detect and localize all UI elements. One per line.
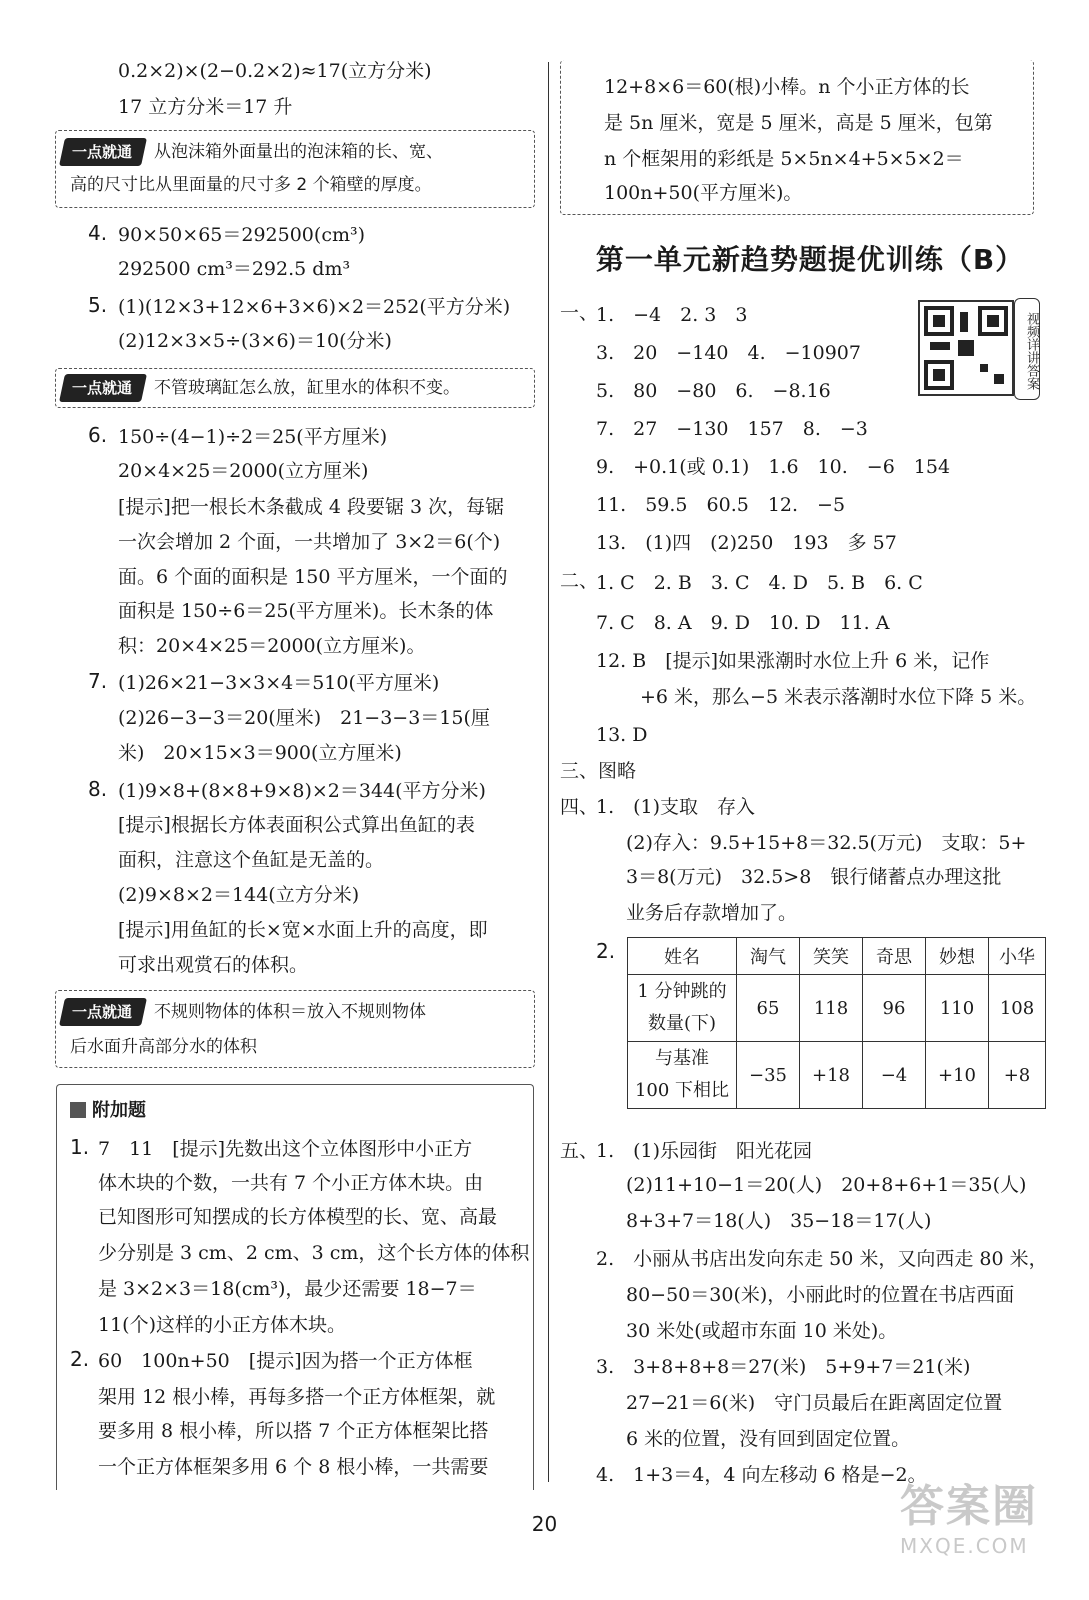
hint-line: 是 5n 厘米，宽是 5 厘米，高是 5 厘米，包第 xyxy=(604,112,993,134)
tip-line: 高的尺寸比从里面量的尺寸多 2 个箱壁的厚度。 xyxy=(70,175,432,195)
answer-line: 292500 cm³＝292.5 dm³ xyxy=(118,258,351,280)
table-cell: 108 xyxy=(989,975,1046,1042)
answer-line: 12. B [提示]如果涨潮时水位上升 6 米，记作 xyxy=(596,650,990,672)
answer-line: (2)9×8×2＝144(立方分米) xyxy=(118,884,360,906)
hint-line: 是 3×2×3＝18(cm³)，最少还需要 18−7＝ xyxy=(98,1278,477,1300)
answer-line: 27−21＝6(米) 守门员最后在距离固定位置 xyxy=(626,1392,1003,1414)
question-number: 5. xyxy=(88,293,108,317)
answer-line: 13. D xyxy=(596,724,648,746)
section-title: 第一单元新趋势题提优训练（B） xyxy=(595,243,1025,276)
question-number: 8. xyxy=(88,777,108,801)
question-number: 2. xyxy=(596,939,616,963)
question-number: 6. xyxy=(88,423,108,447)
hint-line: 可求出观赏石的体积。 xyxy=(118,954,309,976)
table-header: 淘气 xyxy=(737,938,800,975)
answer-line: 1. (1)支取 存入 xyxy=(596,796,756,818)
row-label: 1 分钟跳的 数量(下) xyxy=(628,975,737,1042)
hint-line: 12+8×6＝60(根)小棒。n 个小正方体的长 xyxy=(604,76,970,98)
hint-line: 面。6 个面的面积是 150 平方厘米，一个面的 xyxy=(118,566,508,588)
watermark-logo: 答案圈 MXQE.COM xyxy=(900,1481,1038,1558)
table-header: 小华 xyxy=(989,938,1046,975)
section-label: 二、 xyxy=(560,570,599,592)
hint-line: [提示]用鱼缸的长×宽×水面上升的高度，即 xyxy=(118,919,488,941)
hint-line: n 个框架用的彩纸是 5×5n×4+5×5×2＝ xyxy=(604,148,964,170)
tip-tag: 一点就通 xyxy=(59,998,147,1026)
answer-line: 1. (1)乐园街 阳光花园 xyxy=(596,1140,813,1162)
table-cell: +8 xyxy=(989,1042,1046,1109)
hint-line: 100n+50(平方厘米)。 xyxy=(604,182,803,204)
answer-line: (1)9×8+(8×8+9×8)×2＝344(平方分米) xyxy=(118,780,486,802)
answer-line: 0.2×2)×(2−0.2×2)≈17(立方分米) xyxy=(118,60,432,82)
answer-line: 米) 20×15×3＝900(立方厘米) xyxy=(118,742,402,764)
question-number: 1. xyxy=(70,1135,90,1159)
answer-line: 4. 1+3＝4，4 向左移动 6 格是−2。 xyxy=(596,1464,927,1486)
answer-line: 9. +0.1(或 0.1) 1.6 10. −6 154 xyxy=(596,456,951,478)
table-cell: −4 xyxy=(863,1042,926,1109)
answer-line: (2)26−3−3＝20(厘米) 21−3−3＝15(厘 xyxy=(118,707,490,729)
table-row xyxy=(628,975,1046,1042)
table-header: 妙想 xyxy=(926,938,989,975)
answer-line: 1. −4 2. 3 3 xyxy=(596,304,748,326)
qr-code xyxy=(918,300,1014,396)
score-table xyxy=(627,937,1046,1109)
answer-line: 6 米的位置，没有回到固定位置。 xyxy=(626,1428,911,1450)
table-cell: 118 xyxy=(800,975,863,1042)
answer-line: (1)26×21−3×3×4＝510(平方厘米) xyxy=(118,672,440,694)
row-label: 与基准 100 下相比 xyxy=(628,1042,737,1109)
question-number: 7. xyxy=(88,669,108,693)
answer-line: 7. C 8. A 9. D 10. D 11. A xyxy=(596,612,890,634)
hint-line: 少分别是 3 cm、2 cm、3 cm，这个长方体的体积 xyxy=(98,1242,530,1264)
tip-line: 后水面升高部分水的体积 xyxy=(70,1037,257,1057)
answer-line: 业务后存款增加了。 xyxy=(626,902,798,924)
tip-line: 一点就通 不管玻璃缸怎么放，缸里水的体积不变。 xyxy=(62,374,460,402)
table-cell: +10 xyxy=(926,1042,989,1109)
hint-line: 要多用 8 根小棒，所以搭 7 个正方体框架比搭 xyxy=(98,1420,489,1442)
hint-line: 体木块的个数，一共有 7 个小正方体木块。由 xyxy=(98,1172,484,1194)
answer-line: 90×50×65＝292500(cm³) xyxy=(118,224,366,246)
hint-line: 一个正方体框架多用 6 个 8 根小棒，一共需要 xyxy=(98,1456,489,1478)
section-label: 四、 xyxy=(560,796,599,818)
question-number: 4. xyxy=(88,221,108,245)
answer-line: 7 11 [提示]先数出这个立体图形中小正方 xyxy=(98,1138,473,1160)
table-header-row xyxy=(628,938,1046,975)
answer-line: 60 100n+50 [提示]因为搭一个正方体框 xyxy=(98,1350,473,1372)
tip-line: 一点就通 不规则物体的体积＝放入不规则物体 xyxy=(62,998,426,1026)
answer-line: (2)12×3×5÷(3×6)＝10(分米) xyxy=(118,330,392,352)
hint-line: +6 米，那么−5 米表示落潮时水位下降 5 米。 xyxy=(640,686,1037,708)
section-label: 五、 xyxy=(560,1140,599,1162)
answer-line: 7. 27 −130 157 8. −3 xyxy=(596,418,868,440)
answer-line: 3. 3+8+8+8＝27(米) 5+9+7＝21(米) xyxy=(596,1356,971,1378)
answer-line: 8+3+7＝18(人) 35−18＝17(人) xyxy=(626,1210,932,1232)
answer-line: (2)存入：9.5+15+8＝32.5(万元) 支取：5+ xyxy=(626,832,1027,854)
hint-line: 积：20×4×25＝2000(立方厘米)。 xyxy=(118,635,426,657)
table-header: 姓名 xyxy=(628,938,737,975)
answer-line: 20×4×25＝2000(立方厘米) xyxy=(118,460,369,482)
section-label: 一、 xyxy=(560,302,599,324)
answer-line: 11. 59.5 60.5 12. −5 xyxy=(596,494,846,516)
question-number: 2. xyxy=(70,1347,90,1371)
hint-line: 11(个)这样的小正方体木块。 xyxy=(98,1314,347,1336)
table-cell: 65 xyxy=(737,975,800,1042)
hint-line: [提示]把一根长木条截成 4 段要锯 3 次，每锯 xyxy=(118,496,505,518)
answer-line: 80−50＝30(米)，小丽此时的位置在书店西面 xyxy=(626,1284,1015,1306)
hint-line: 面积，注意这个鱼缸是无盖的。 xyxy=(118,849,385,871)
tip-line: 一点就通 从泡沫箱外面量出的泡沫箱的长、宽、 xyxy=(62,138,443,166)
answer-line: 150÷(4−1)÷2＝25(平方厘米) xyxy=(118,426,388,448)
table-cell: 96 xyxy=(863,975,926,1042)
table-cell: +18 xyxy=(800,1042,863,1109)
hint-line: 已知图形可知摆成的长方体模型的长、宽、高最 xyxy=(98,1206,498,1228)
answer-line: 1. C 2. B 3. C 4. D 5. B 6. C xyxy=(596,572,923,594)
table-header: 笑笑 xyxy=(800,938,863,975)
addon-title: 附加题 xyxy=(70,1096,146,1122)
hint-line: 面积是 150÷6＝25(平方厘米)。长木条的体 xyxy=(118,600,494,622)
answer-line: 30 米处(或超市东面 10 米处)。 xyxy=(626,1320,898,1342)
section-line: 三、图略 xyxy=(560,760,637,782)
answer-line: 13. (1)四 (2)250 193 多 57 xyxy=(596,532,897,554)
table-cell: 110 xyxy=(926,975,989,1042)
qr-caption: 视频详讲答案 xyxy=(1014,298,1040,400)
hint-line: [提示]根据长方体表面积公式算出鱼缸的表 xyxy=(118,814,475,836)
answer-line: 3＝8(万元) 32.5>8 银行储蓄点办理这批 xyxy=(626,866,1002,888)
table-cell: −35 xyxy=(737,1042,800,1109)
answer-line: 5. 80 −80 6. −8.16 xyxy=(596,380,831,402)
table-row xyxy=(628,1042,1046,1109)
answer-line: 17 立方分米＝17 升 xyxy=(118,96,293,118)
answer-line: (2)11+10−1＝20(人) 20+8+6+1＝35(人) xyxy=(626,1174,1027,1196)
tip-tag: 一点就通 xyxy=(59,374,147,402)
answer-line: 3. 20 −140 4. −10907 xyxy=(596,342,861,364)
tip-tag: 一点就通 xyxy=(59,138,147,166)
hint-line: 一次会增加 2 个面，一共增加了 3×2＝6(个) xyxy=(118,531,501,553)
table-header: 奇思 xyxy=(863,938,926,975)
answer-line: 2. 小丽从书店出发向东走 50 米，又向西走 80 米， xyxy=(596,1248,1048,1270)
answer-line: (1)(12×3+12×6+3×6)×2＝252(平方分米) xyxy=(118,296,511,318)
column-divider xyxy=(548,62,549,1482)
page-number: 20 xyxy=(531,1512,558,1536)
hint-line: 架用 12 根小棒，再每多搭一个正方体框架，就 xyxy=(98,1386,496,1408)
